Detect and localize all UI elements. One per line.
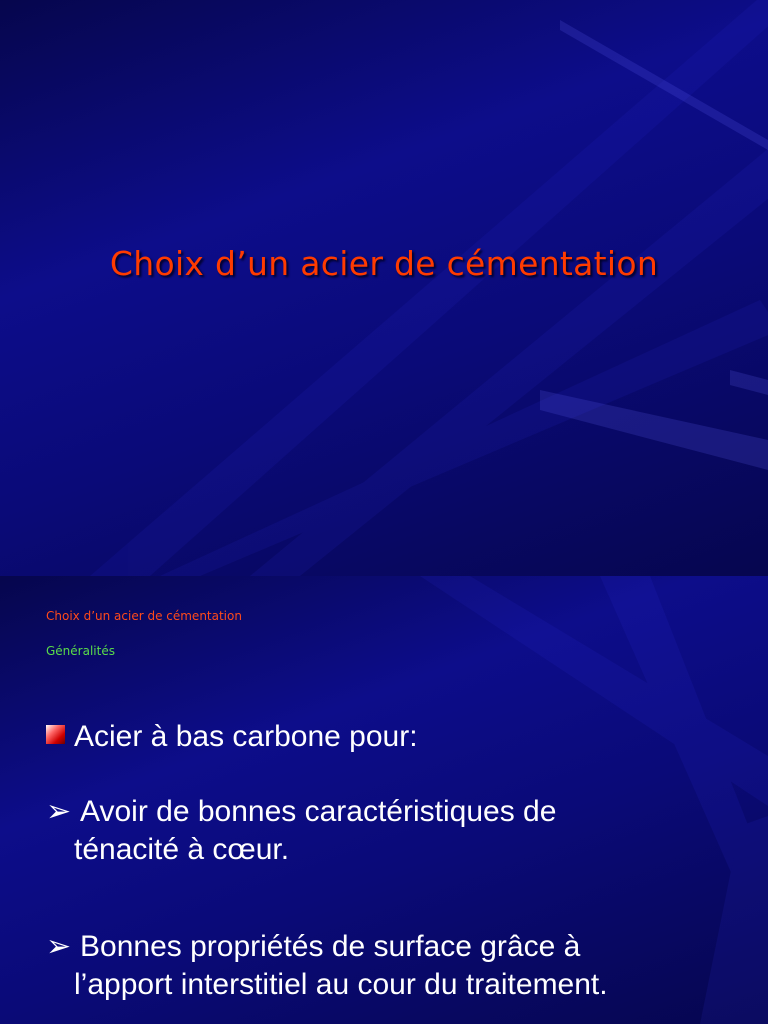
bullet-item [46,928,608,1004]
section-title: Choix d’un acier de cémentation [46,609,242,623]
arrow-bullet-icon: ➢ [46,930,72,963]
bullet-text: Acier à bas carbone pour: [74,720,418,753]
bullet-text-line-2: ténacité à cœur. [74,833,290,866]
slide-title-text: Choix d’un acier de cémentation [109,244,659,283]
slide-content [0,576,768,1024]
section-subtitle: Généralités [46,644,115,658]
square-bullet-icon [46,725,65,744]
arrow-bullet-icon: ➢ [46,795,72,828]
bullet-text-line-1: Bonnes propriétés de surface grâce à [80,930,581,963]
bullet-item [46,793,556,869]
bullet-text-line-2: l’apport interstitiel au cour du traitement. [74,968,608,1001]
bullet-item [46,718,418,756]
bullet-text-line-1: Avoir de bonnes caractéristiques de [80,795,557,828]
